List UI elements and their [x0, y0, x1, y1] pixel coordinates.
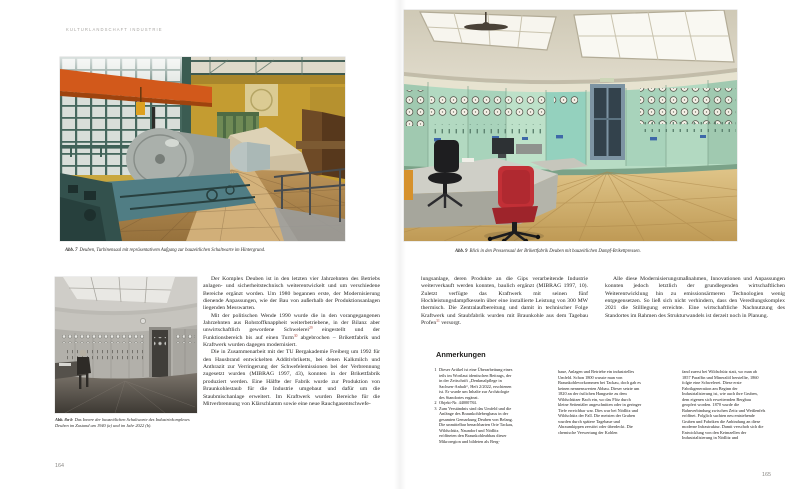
schaltwarte-1940-illustration	[55, 277, 197, 413]
footnote-number: 2	[434, 400, 437, 405]
photo-turbine-hall	[60, 57, 345, 241]
figure9-label: Abb. 9	[455, 249, 468, 254]
body-text-right-column-1	[421, 276, 588, 327]
body-text-left-column	[203, 276, 380, 408]
running-header: KULTURLANDSCHAFT INDUSTRIE	[66, 27, 163, 32]
photo-schaltwarte-1940	[55, 277, 197, 413]
paragraph-komplex-deuben: Der Komplex Deuben ist in den letzten vier Jahrzehnten des Betriebs anlagen- und sicherheitstechnisch weiterentwickelt und um verschiedene Bereiche ergänzt worden. Um 1980 begannen erste, der Modernisierung dienende Anpassungen, wie der Bau von außerhalb der Produktionsanlagen liegenden Messwarten.	[203, 276, 380, 312]
footnote-ref-31: 31	[436, 319, 440, 324]
footnote-number: 3	[434, 405, 437, 411]
figure7-caption	[65, 248, 357, 254]
photo-control-room	[404, 10, 737, 241]
footnote-text: Objekt-Nr. 44000784.	[439, 400, 477, 405]
footnote-1	[432, 367, 514, 400]
orange-chair	[404, 170, 413, 200]
footnote-3-continuation-b: fand zuerst bei Wildschütz statt, wo man ab 1857 Paraffin und Mineralöl herstellte, 1860 folgte eine Schwelerei. Diese erste Fabrikgeneration am Beginn der Industrialisierung ist, wie auch ihre Gruben, dem eigenen sich erweiternden Bergbau geopfert worden. 1870 wurde die Bahnverbindung zwischen Zeitz und Weißenfels eröffnet. Folglich suchten neu entstehende Gruben und Fabriken die Anbindung an diese moderne Infrastruktur. Damit verschob sich die Entwicklung von den Keimzellen der Industrialisierung in Nödlitz und	[682, 369, 766, 440]
footnotes-column-1	[432, 367, 514, 444]
bw-doorway	[149, 327, 171, 377]
turbine-hall-illustration	[60, 57, 345, 241]
figure7-label: Abb. 7	[65, 248, 78, 253]
footnote-3-continuation-a: baue, Anlagen und Betriebe ein industrielles Umfeld. Schon 1800 wusste man von Braunkohlevorkommen bei Tackau, doch gab es keinen nennenswerten Abbau. Dieser setzte um 1820 an der östlichen Hangseite zu dem Wildschützer Bach ein, wo das Flöz durch kleine Seitentäler angeschnitten oder in geringer Tiefe erreichbar war. Dies war bei Nödlitz und Wildschütz der Fall. Die meisten der Gruben wurden durch spätere Tagebaue und Abraumkippen zerstört oder überdeckt. Die chemische Verwertung der Kohlen	[558, 369, 642, 435]
footnote-ref-30: 30	[293, 333, 298, 338]
page-number-right: 165	[762, 472, 771, 478]
footnote-text: Zum Verständnis sind das Umfeld und die Anfänge des Braunkohlebergbaus in der gesamten Gemarkung Deuben von Belang. Die unmittelbar benachbarten Orte Tackau, Wildschütz, Naundorf und Nödlitz eröffneten den Braunkohleabbau dieser Mikroregion und bildeten als Berg-	[439, 405, 514, 444]
figure8-label: Abb. 8a-b	[55, 417, 73, 422]
figure9-caption	[455, 249, 717, 255]
figure7-text: Deuben, Turbinensaal mit repräsentativem Aufgang zur bauzeitlichen Schaltwarte im Hintergrund.	[79, 248, 266, 253]
paragraph-additivbriketts: Die in Zusammenarbeit mit der TU Bergakademie Freiberg um 1992 für den Hausbrand entwickelten Additivbriketts, bei denen Kalkmilch und Anthrazit zur Verringerung der Schwefelemissionen bei der Verbrennung zugesetzt wurden (MIBRAG 1997, 43), konnten in der Brikettfabrik produziert werden. Eine Hälfte der Fabrik wurde zur Produktion von Braunkohlestaub für die Industrie umgebaut und dafür um die Staubmischanlage erweitert. Im Kraftwerk wurden Bereiche für die Mitverbrennung von Klärschlamm sowie eine neue Rauchgasentschwefe-	[203, 349, 380, 407]
bw-skylight	[63, 277, 175, 303]
figure8-caption	[55, 417, 198, 429]
footnotes-column-2	[558, 369, 642, 435]
paragraph-stilllegung: Alle diese Modernisierungsmaßnahmen, Innovationen und Anpassungen konnten jedoch letztlich der grundlegenden wirtschaftlichen Weiterentwicklung hin zu emissionsärmeren Technologien wenig entgegensetzen. So ließ sich nicht verhindern, dass den Veredlungskomplex 2021 die Stilllegung erreichte. Eine wirtschaftliche Nachnutzung des Standortes im Rahmen des Strukturwandels ist derzeit noch in Planung.	[605, 276, 785, 319]
control-room-illustration	[404, 10, 737, 241]
page-number-left: 164	[55, 463, 64, 469]
glazed-door	[590, 78, 625, 160]
paragraph-wende-1990: Mit der politischen Wende 1990 wurde die in den vorangegangenen Jahrzehnten aus Rohstoffknappheit weiterbetriebene, in der Bilanz aber unwirtschaftlich gewordene Schwelerei$^{29}$ eingestellt und der Funktionsbereich bis auf einen Turm$^{30}$ abgebrochen – Brikettfabrik und Kraftwerk wurden dagegen modernisiert.	[203, 312, 380, 349]
footnote-3	[432, 406, 514, 445]
figure8-text: Das Innere der bauzeitlichen Schaltwarte des Industriekomplexes Deuben im Zustand um 1940 (a) und im Jahr 2022 (b).	[55, 417, 190, 428]
footnote-ref-29: 29	[309, 326, 313, 331]
paragraph-kraftwerk: lungsanlage, deren Produkte an die Gips verarbeitende Industrie weiterverkauft werden konnten, baulich ergänzt (MIBRAG 1997, 10). Zuletzt verfügte das Kraftwerk mit seinen fünf Hochleistungsdampfkesseln über eine installierte Leistung von 300 MW thermisch. Die Zentralaufbereitung und damit in technischer Folge Kraftwerk und Staubfabrik wurden mit Braunkohle aus dem Tagebau Profen$^{31}$ versorgt.	[421, 276, 588, 327]
figure9-text: Blick in den Pressensaal der Brikettfabrik Deuben mit bauzeitlichen Dampf-Brikettpressen.	[469, 249, 641, 254]
footnote-text: Dieser Artikel ist eine Überarbeitung eines teils im Wortlaut identischen Beitrags, der in der Zeitschrift „Denkmalpflege in Sachsen-Anhalt“, Heft 2/2022, erschienen ist. Er wurde um Inhalte zur Archäologie des Standortes ergänzt.	[439, 367, 513, 400]
anmerkungen-heading: Anmerkungen	[436, 350, 486, 359]
footnote-number: 1	[434, 367, 437, 372]
body-text-right-column-2	[605, 276, 785, 320]
bw-wall-clock	[140, 318, 145, 323]
footnotes-column-3	[682, 369, 766, 441]
